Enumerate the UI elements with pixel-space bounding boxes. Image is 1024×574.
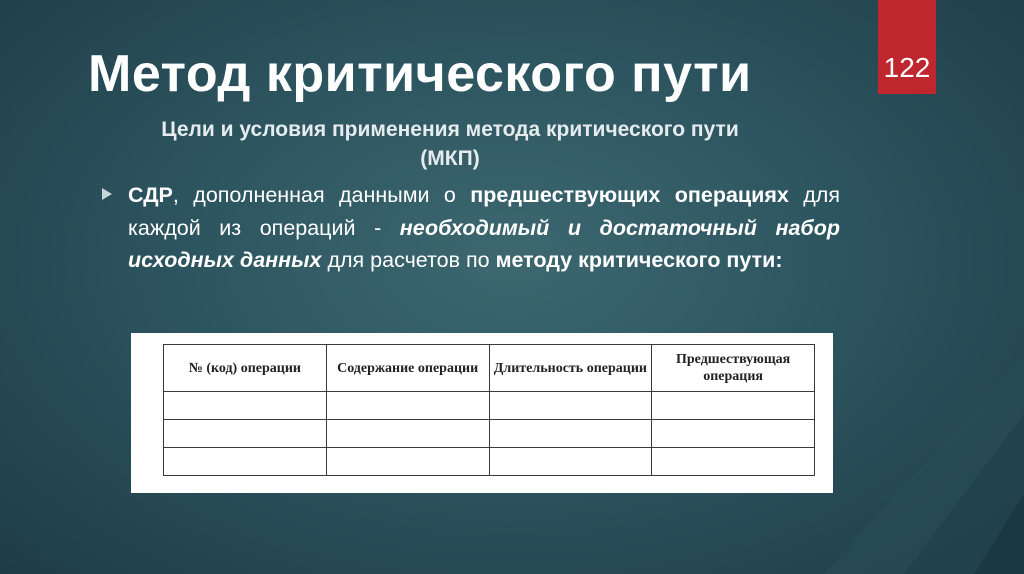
operations-table bbox=[163, 344, 815, 476]
table-cell bbox=[489, 420, 652, 448]
slide-number-badge bbox=[878, 0, 936, 94]
bullet-text-3: для расчетов по bbox=[321, 248, 496, 272]
slide-title: Метод критического пути bbox=[88, 45, 752, 103]
subtitle-line-1: Цели и условия применения метода критического пути bbox=[161, 118, 739, 141]
table-cell bbox=[164, 392, 327, 420]
table-cell bbox=[164, 448, 327, 476]
bullet-text-2: для каждой из операций - bbox=[128, 183, 840, 240]
header-operation-content: Содержание операции bbox=[326, 345, 489, 392]
subtitle-line-2: (МКП) bbox=[420, 147, 480, 170]
table-cell bbox=[326, 392, 489, 420]
slide-number: 122 bbox=[883, 52, 931, 83]
bullet-term-data-set: необходимый и достаточный набор исходных данных bbox=[128, 215, 840, 272]
table-cell bbox=[489, 448, 652, 476]
table-cell bbox=[326, 448, 489, 476]
slide-subtitle bbox=[90, 115, 810, 173]
header-predecessor: Предшествующая операция bbox=[652, 345, 815, 392]
bullet-term-method: методу критического пути: bbox=[495, 248, 783, 272]
header-operation-code: № (код) операции bbox=[164, 345, 327, 392]
table-cell bbox=[489, 392, 652, 420]
bullet-arrow-icon bbox=[102, 188, 112, 200]
table-cell bbox=[652, 392, 815, 420]
operations-table-image bbox=[131, 333, 833, 493]
bullet-term-sdr: СДР bbox=[128, 183, 173, 207]
table-row bbox=[164, 420, 815, 448]
bullet-term-predecessors: предшествующих операциях bbox=[470, 183, 789, 207]
table-header-row bbox=[164, 345, 815, 392]
table-cell bbox=[652, 420, 815, 448]
table-cell bbox=[326, 420, 489, 448]
bullet-paragraph bbox=[128, 179, 840, 277]
table-cell bbox=[164, 420, 327, 448]
header-operation-duration: Длительность операции bbox=[489, 345, 652, 392]
bullet-text-1: , дополненная данными о bbox=[172, 183, 471, 207]
table-row bbox=[164, 392, 815, 420]
table-cell bbox=[652, 448, 815, 476]
table-row bbox=[164, 448, 815, 476]
